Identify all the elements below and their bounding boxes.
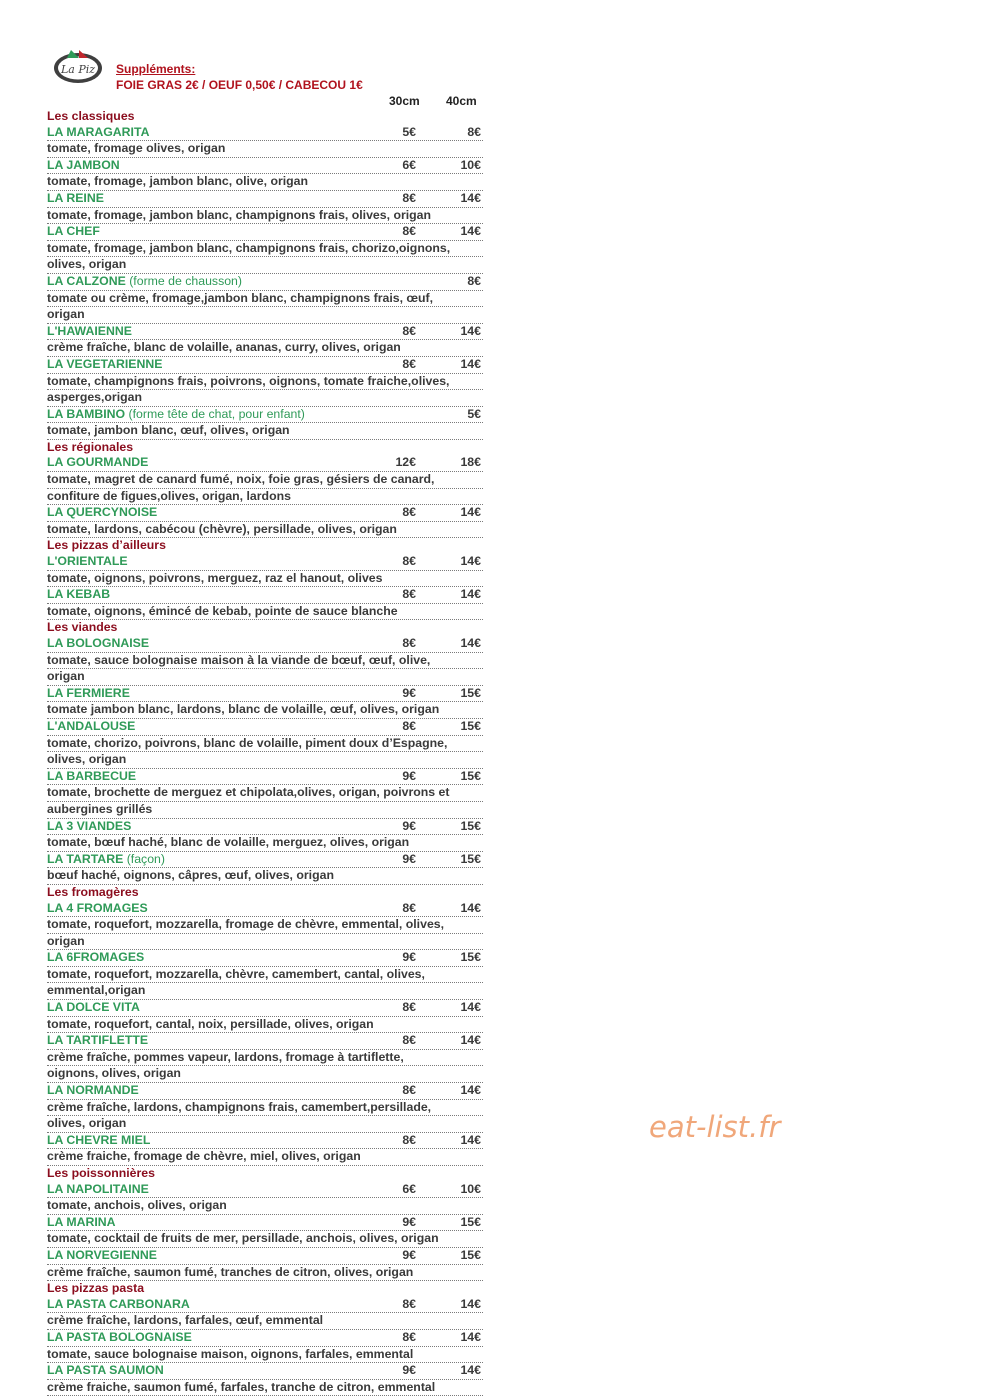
price-30cm: 9€	[402, 818, 416, 833]
item-name: L'ORIENTALE	[47, 554, 128, 569]
menu-item	[47, 1248, 483, 1265]
menu-item	[47, 224, 483, 241]
category-heading: Les classiques	[47, 109, 135, 123]
item-name: LA TARTIFLETTE	[47, 1033, 149, 1048]
price-30cm: 8€	[402, 1329, 416, 1344]
item-name: LA NORVEGIENNE	[47, 1247, 158, 1262]
price-40cm: 15€	[460, 950, 481, 965]
price-30cm: 9€	[402, 685, 416, 700]
item-name: LA TARTARE	[47, 851, 124, 866]
size-30-header: 30cm	[389, 94, 420, 108]
menu-item	[47, 1297, 483, 1314]
price-40cm: 14€	[460, 1000, 481, 1015]
price-40cm: 14€	[460, 505, 481, 520]
watermark: eat-list.fr	[649, 1110, 781, 1144]
menu-item	[47, 769, 483, 786]
price-30cm: 8€	[402, 505, 416, 520]
price-40cm: 14€	[460, 1132, 481, 1147]
price-40cm: 15€	[460, 768, 481, 783]
price-30cm: 6€	[402, 157, 416, 172]
menu-item	[47, 1182, 483, 1199]
price-40cm: 14€	[460, 636, 481, 650]
category-heading: Les pizzas pasta	[47, 1281, 145, 1296]
item-name: LA CHEF	[47, 224, 100, 239]
price-30cm: 9€	[402, 1214, 416, 1229]
price-40cm: 14€	[460, 224, 481, 239]
menu-item	[47, 636, 483, 653]
item-description: tomate jambon blanc, lardons, blanc de volaille, œuf, olives, origan	[47, 702, 483, 719]
item-description: confiture de figues,olives, origan, lardons	[47, 489, 483, 506]
item-description: origan	[47, 669, 483, 686]
menu-item	[47, 505, 483, 522]
item-name: LA BARBECUE	[47, 768, 137, 783]
item-name: LA REINE	[47, 190, 104, 205]
price-30cm: 8€	[402, 554, 416, 569]
price-30cm: 9€	[402, 1247, 416, 1262]
pizzeria-logo	[52, 47, 104, 85]
item-description: tomate, oignons, poivrons, merguez, raz el hanout, olives	[47, 571, 483, 588]
menu-item	[47, 852, 483, 869]
size-40-header: 40cm	[446, 94, 477, 108]
menu-item	[47, 1083, 483, 1100]
item-description: tomate, magret de canard fumé, noix, foie gras, gésiers de canard,	[47, 472, 483, 489]
menu-item	[47, 158, 483, 175]
price-40cm: 10€	[460, 157, 481, 172]
menu-item	[47, 274, 483, 291]
item-description: tomate, brochette de merguez et chipolata,olives, origan, poivrons et	[47, 785, 483, 802]
item-description: emmental,origan	[47, 983, 483, 1000]
menu-item	[47, 1330, 483, 1347]
menu-item	[47, 125, 483, 142]
item-name: LA BOLOGNAISE	[47, 636, 150, 650]
item-description: tomate, roquefort, cantal, noix, persillade, olives, origan	[47, 1017, 483, 1034]
item-description: tomate, sauce bolognaise maison à la viande de bœuf, œuf, olive,	[47, 653, 483, 670]
item-name: LA QUERCYNOISE	[47, 505, 158, 520]
price-30cm: 8€	[402, 224, 416, 239]
item-description: tomate ou crème, fromage,jambon blanc, champignons frais, œuf,	[47, 291, 483, 308]
price-30cm: 8€	[402, 356, 416, 371]
item-description: olives, origan	[47, 752, 483, 769]
price-30cm: 9€	[402, 851, 416, 866]
menu-item	[47, 686, 483, 703]
item-description: tomate, lardons, cabécou (chèvre), persillade, olives, origan	[47, 522, 483, 539]
price-30cm: 9€	[402, 950, 416, 965]
item-description: tomate, sauce bolognaise maison, oignons, farfales, emmental	[47, 1347, 483, 1364]
price-40cm: 14€	[460, 356, 481, 371]
item-description: tomate, oignons, émincé de kebab, pointe de sauce blanche	[47, 604, 483, 621]
item-description: oignons, olives, origan	[47, 1066, 483, 1083]
menu-item	[47, 324, 483, 341]
menu-item	[47, 455, 483, 472]
item-description: tomate, champignons frais, poivrons, oignons, tomate fraiche,olives,	[47, 374, 483, 391]
menu-item	[47, 554, 483, 571]
price-30cm: 6€	[402, 1181, 416, 1196]
price-30cm: 9€	[402, 768, 416, 783]
menu-item	[47, 1215, 483, 1232]
item-description: tomate, roquefort, mozzarella, chèvre, camembert, cantal, olives,	[47, 967, 483, 984]
price-30cm: 8€	[402, 323, 416, 338]
category-heading: Les pizzas d’ailleurs	[47, 538, 166, 553]
item-description: crème fraiche, saumon fumé, farfales, tranche de citron, emmental	[47, 1380, 483, 1397]
item-description: tomate, fromage, jambon blanc, champignons frais, chorizo,oignons,	[47, 241, 483, 258]
menu-item	[47, 901, 483, 918]
menu-item	[47, 1133, 483, 1150]
item-description: aubergines grillés	[47, 802, 483, 819]
price-40cm: 14€	[460, 900, 481, 915]
price-40cm: 14€	[460, 1363, 481, 1378]
category-heading: Les viandes	[47, 620, 118, 635]
price-40cm: 15€	[460, 818, 481, 833]
item-description: asperges,origan	[47, 390, 483, 407]
item-note: (forme tête de chat, pour enfant)	[125, 406, 305, 421]
item-description: bœuf haché, oignons, câpres, œuf, olives, origan	[47, 868, 483, 885]
price-30cm: 8€	[402, 636, 416, 650]
category-heading: Les poissonnières	[47, 1166, 155, 1180]
item-description: origan	[47, 307, 483, 324]
price-40cm: 14€	[460, 587, 481, 602]
menu-item	[47, 407, 483, 424]
item-description: crème fraîche, saumon fumé, tranches de citron, olives, origan	[47, 1265, 483, 1282]
item-name: LA BAMBINO	[47, 406, 126, 421]
item-description: origan	[47, 934, 483, 951]
menu-item	[47, 1000, 483, 1017]
menu-item	[47, 1363, 483, 1380]
item-description: tomate, anchois, olives, origan	[47, 1198, 483, 1215]
price-30cm: 8€	[402, 900, 416, 915]
item-name: L'ANDALOUSE	[47, 718, 136, 733]
item-name: LA PASTA BOLOGNAISE	[47, 1329, 192, 1344]
item-name: LA VEGETARIENNE	[47, 356, 163, 371]
item-name: LA PASTA CARBONARA	[47, 1296, 190, 1311]
price-40cm: 15€	[460, 851, 481, 866]
item-name: LA JAMBON	[47, 157, 120, 172]
menu-item	[47, 587, 483, 604]
price-40cm: 10€	[460, 1181, 481, 1196]
menu-item	[47, 357, 483, 374]
item-note: (forme de chausson)	[125, 273, 242, 288]
item-description: olives, origan	[47, 1116, 483, 1133]
price-30cm: 9€	[402, 1363, 416, 1378]
menu-item	[47, 191, 483, 208]
menu-item	[47, 819, 483, 836]
item-description: crème fraîche, blanc de volaille, ananas, curry, olives, origan	[47, 340, 483, 357]
item-description: tomate, fromage, jambon blanc, olive, origan	[47, 174, 483, 191]
item-description: tomate, chorizo, poivrons, blanc de volaille, piment doux d’Espagne,	[47, 736, 483, 753]
price-30cm: 8€	[402, 190, 416, 205]
price-40cm: 14€	[460, 554, 481, 569]
item-description: tomate, jambon blanc, œuf, olives, origan	[47, 423, 483, 440]
category-heading: Les régionales	[47, 439, 134, 454]
item-description: crème fraîche, lardons, farfales, œuf, emmental	[47, 1313, 483, 1330]
price-30cm: 8€	[402, 1296, 416, 1311]
price-40cm: 18€	[460, 455, 481, 470]
item-name: LA PASTA SAUMON	[47, 1363, 164, 1378]
item-name: LA NORMANDE	[47, 1083, 139, 1098]
price-40cm: 15€	[460, 718, 481, 733]
item-name: LA 6FROMAGES	[47, 950, 145, 965]
price-40cm: 14€	[460, 1329, 481, 1344]
item-description: tomate, fromage olives, origan	[47, 141, 483, 158]
price-30cm: 8€	[402, 1132, 416, 1147]
price-40cm: 8€	[467, 124, 481, 139]
item-description: tomate, roquefort, mozzarella, fromage de chèvre, emmental, olives,	[47, 917, 483, 934]
price-40cm: 14€	[460, 190, 481, 205]
menu-item	[47, 719, 483, 736]
item-description: tomate, fromage, jambon blanc, champignons frais, olives, origan	[47, 208, 483, 225]
item-description: crème fraîche, pommes vapeur, lardons, fromage à tartiflette,	[47, 1050, 483, 1067]
item-name: LA 3 VIANDES	[47, 818, 132, 833]
item-name: L'HAWAIENNE	[47, 323, 132, 338]
price-30cm: 12€	[395, 455, 416, 470]
item-name: LA MARAGARITA	[47, 124, 150, 139]
item-name: LA DOLCE VITA	[47, 1000, 140, 1015]
price-30cm: 8€	[402, 718, 416, 733]
price-40cm: 15€	[460, 685, 481, 700]
price-40cm: 5€	[467, 406, 481, 421]
item-name: LA 4 FROMAGES	[47, 900, 148, 915]
item-name: LA MARINA	[47, 1214, 116, 1229]
item-description: crème fraîche, lardons, champignons frais, camembert,persillade,	[47, 1100, 483, 1117]
item-name: LA KEBAB	[47, 587, 111, 602]
supplements	[116, 61, 363, 93]
item-name: LA NAPOLITAINE	[47, 1181, 149, 1196]
price-40cm: 14€	[460, 1033, 481, 1048]
item-note: (façon)	[123, 851, 165, 866]
menu-item	[47, 1033, 483, 1050]
item-name: LA CALZONE	[47, 273, 126, 288]
item-description: olives, origan	[47, 257, 483, 274]
item-name: LA CHEVRE MIEL	[47, 1132, 151, 1147]
price-40cm: 15€	[460, 1247, 481, 1262]
item-name: LA FERMIERE	[47, 685, 130, 700]
price-30cm: 8€	[402, 587, 416, 602]
pizza-menu	[47, 109, 483, 1396]
price-30cm: 5€	[402, 124, 416, 139]
menu-item	[47, 950, 483, 967]
item-name: LA GOURMANDE	[47, 455, 149, 470]
price-40cm: 14€	[460, 323, 481, 338]
item-description: tomate, bœuf haché, blanc de volaille, merguez, olives, origan	[47, 835, 483, 852]
category-heading: Les fromagères	[47, 884, 139, 899]
price-40cm: 8€	[467, 273, 481, 288]
supplements-list: FOIE GRAS 2€ / OEUF 0,50€ / CABECOU 1€	[116, 78, 363, 92]
supplements-title: Suppléments:	[116, 62, 196, 76]
price-40cm: 14€	[460, 1083, 481, 1098]
price-40cm: 14€	[460, 1296, 481, 1311]
price-30cm: 8€	[402, 1033, 416, 1048]
price-40cm: 15€	[460, 1214, 481, 1229]
item-description: tomate, cocktail de fruits de mer, persillade, anchois, olives, origan	[47, 1231, 483, 1248]
item-description: crème fraiche, fromage de chèvre, miel, olives, origan	[47, 1149, 483, 1166]
price-30cm: 8€	[402, 1083, 416, 1098]
svg-text:La Piz: La Piz	[60, 63, 96, 76]
price-30cm: 8€	[402, 1000, 416, 1015]
